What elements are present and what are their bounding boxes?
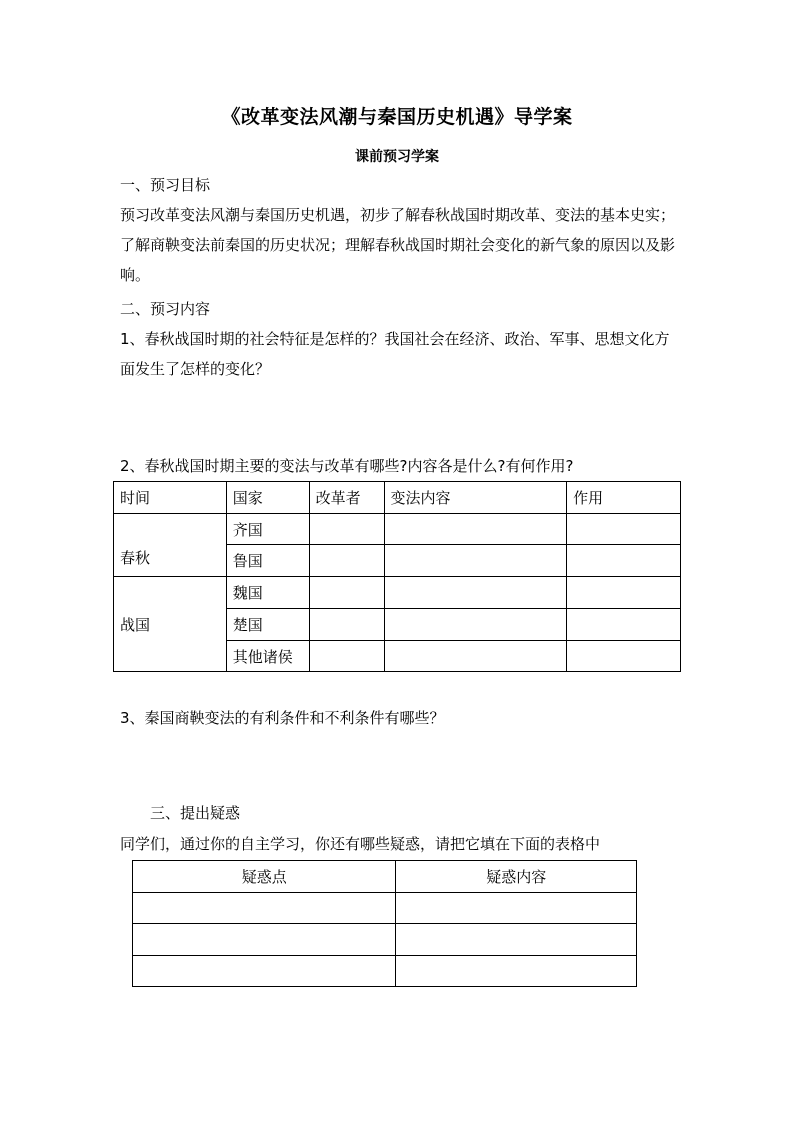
header-doubt-point: 疑惑点: [133, 861, 396, 893]
question-2: 2、春秋战国时期主要的变法与改革有哪些?内容各是什么?有何作用?: [120, 457, 574, 475]
blank-cell[interactable]: [309, 641, 384, 672]
blank-cell[interactable]: [309, 609, 384, 641]
blank-cell[interactable]: [567, 545, 681, 577]
header-state: 国家: [226, 482, 309, 514]
document-subtitle: 课前预习学案: [355, 149, 439, 165]
document-title: 《改革变法风潮与秦国历史机遇》导学案: [221, 106, 573, 128]
section2-heading: 二、预习内容: [120, 300, 211, 318]
blank-cell[interactable]: [396, 956, 637, 987]
blank-cell[interactable]: [384, 545, 567, 577]
blank-cell[interactable]: [133, 956, 396, 987]
state-cell: 楚国: [226, 609, 309, 641]
table-row: [114, 577, 681, 609]
header-effect: 作用: [567, 482, 681, 514]
table-row: [114, 514, 681, 545]
question-1: 1、春秋战国时期的社会特征是怎样的？我国社会在经济、政治、军事、思想文化方面发生了怎样的变化？: [120, 330, 670, 378]
blank-cell[interactable]: [567, 514, 681, 545]
blank-cell[interactable]: [133, 924, 396, 956]
table-row: [133, 956, 637, 987]
state-cell: 齐国: [226, 514, 309, 545]
blank-cell[interactable]: [396, 893, 637, 924]
reform-table: [113, 481, 681, 672]
table-row: [133, 924, 637, 956]
blank-cell[interactable]: [384, 577, 567, 609]
state-cell: 其他诸侯: [226, 641, 309, 672]
header-time: 时间: [114, 482, 227, 514]
section3-heading: 三、提出疑惑: [150, 804, 241, 822]
blank-cell[interactable]: [384, 609, 567, 641]
header-content: 变法内容: [384, 482, 567, 514]
blank-cell[interactable]: [309, 577, 384, 609]
blank-cell[interactable]: [396, 924, 637, 956]
blank-cell[interactable]: [567, 577, 681, 609]
state-cell: 鲁国: [226, 545, 309, 577]
blank-cell[interactable]: [384, 641, 567, 672]
reform-table-header-row: [114, 482, 681, 514]
blank-cell[interactable]: [567, 641, 681, 672]
blank-cell[interactable]: [309, 514, 384, 545]
question-3: 3、秦国商鞅变法的有利条件和不利条件有哪些？: [120, 709, 445, 727]
blank-cell[interactable]: [133, 893, 396, 924]
blank-cell[interactable]: [384, 514, 567, 545]
blank-cell[interactable]: [567, 609, 681, 641]
state-cell: 魏国: [226, 577, 309, 609]
doubts-table-header-row: [133, 861, 637, 893]
section3-body: 同学们，通过你的自主学习，你还有哪些疑惑，请把它填在下面的表格中: [120, 835, 601, 853]
header-doubt-content: 疑惑内容: [396, 861, 637, 893]
table-row: [133, 893, 637, 924]
period-cell: 春秋: [114, 514, 227, 577]
doubts-table: [132, 860, 637, 987]
period-cell: 战国: [114, 577, 227, 672]
section1-body: 预习改革变法风潮与秦国历史机遇，初步了解春秋战国时期改革、变法的基本史实；了解商鞅变法前秦国的历史状况；理解春秋战国时期社会变化的新气象的原因以及影响。: [120, 206, 676, 284]
header-reformer: 改革者: [309, 482, 384, 514]
blank-cell[interactable]: [309, 545, 384, 577]
section1-heading: 一、预习目标: [120, 176, 211, 194]
